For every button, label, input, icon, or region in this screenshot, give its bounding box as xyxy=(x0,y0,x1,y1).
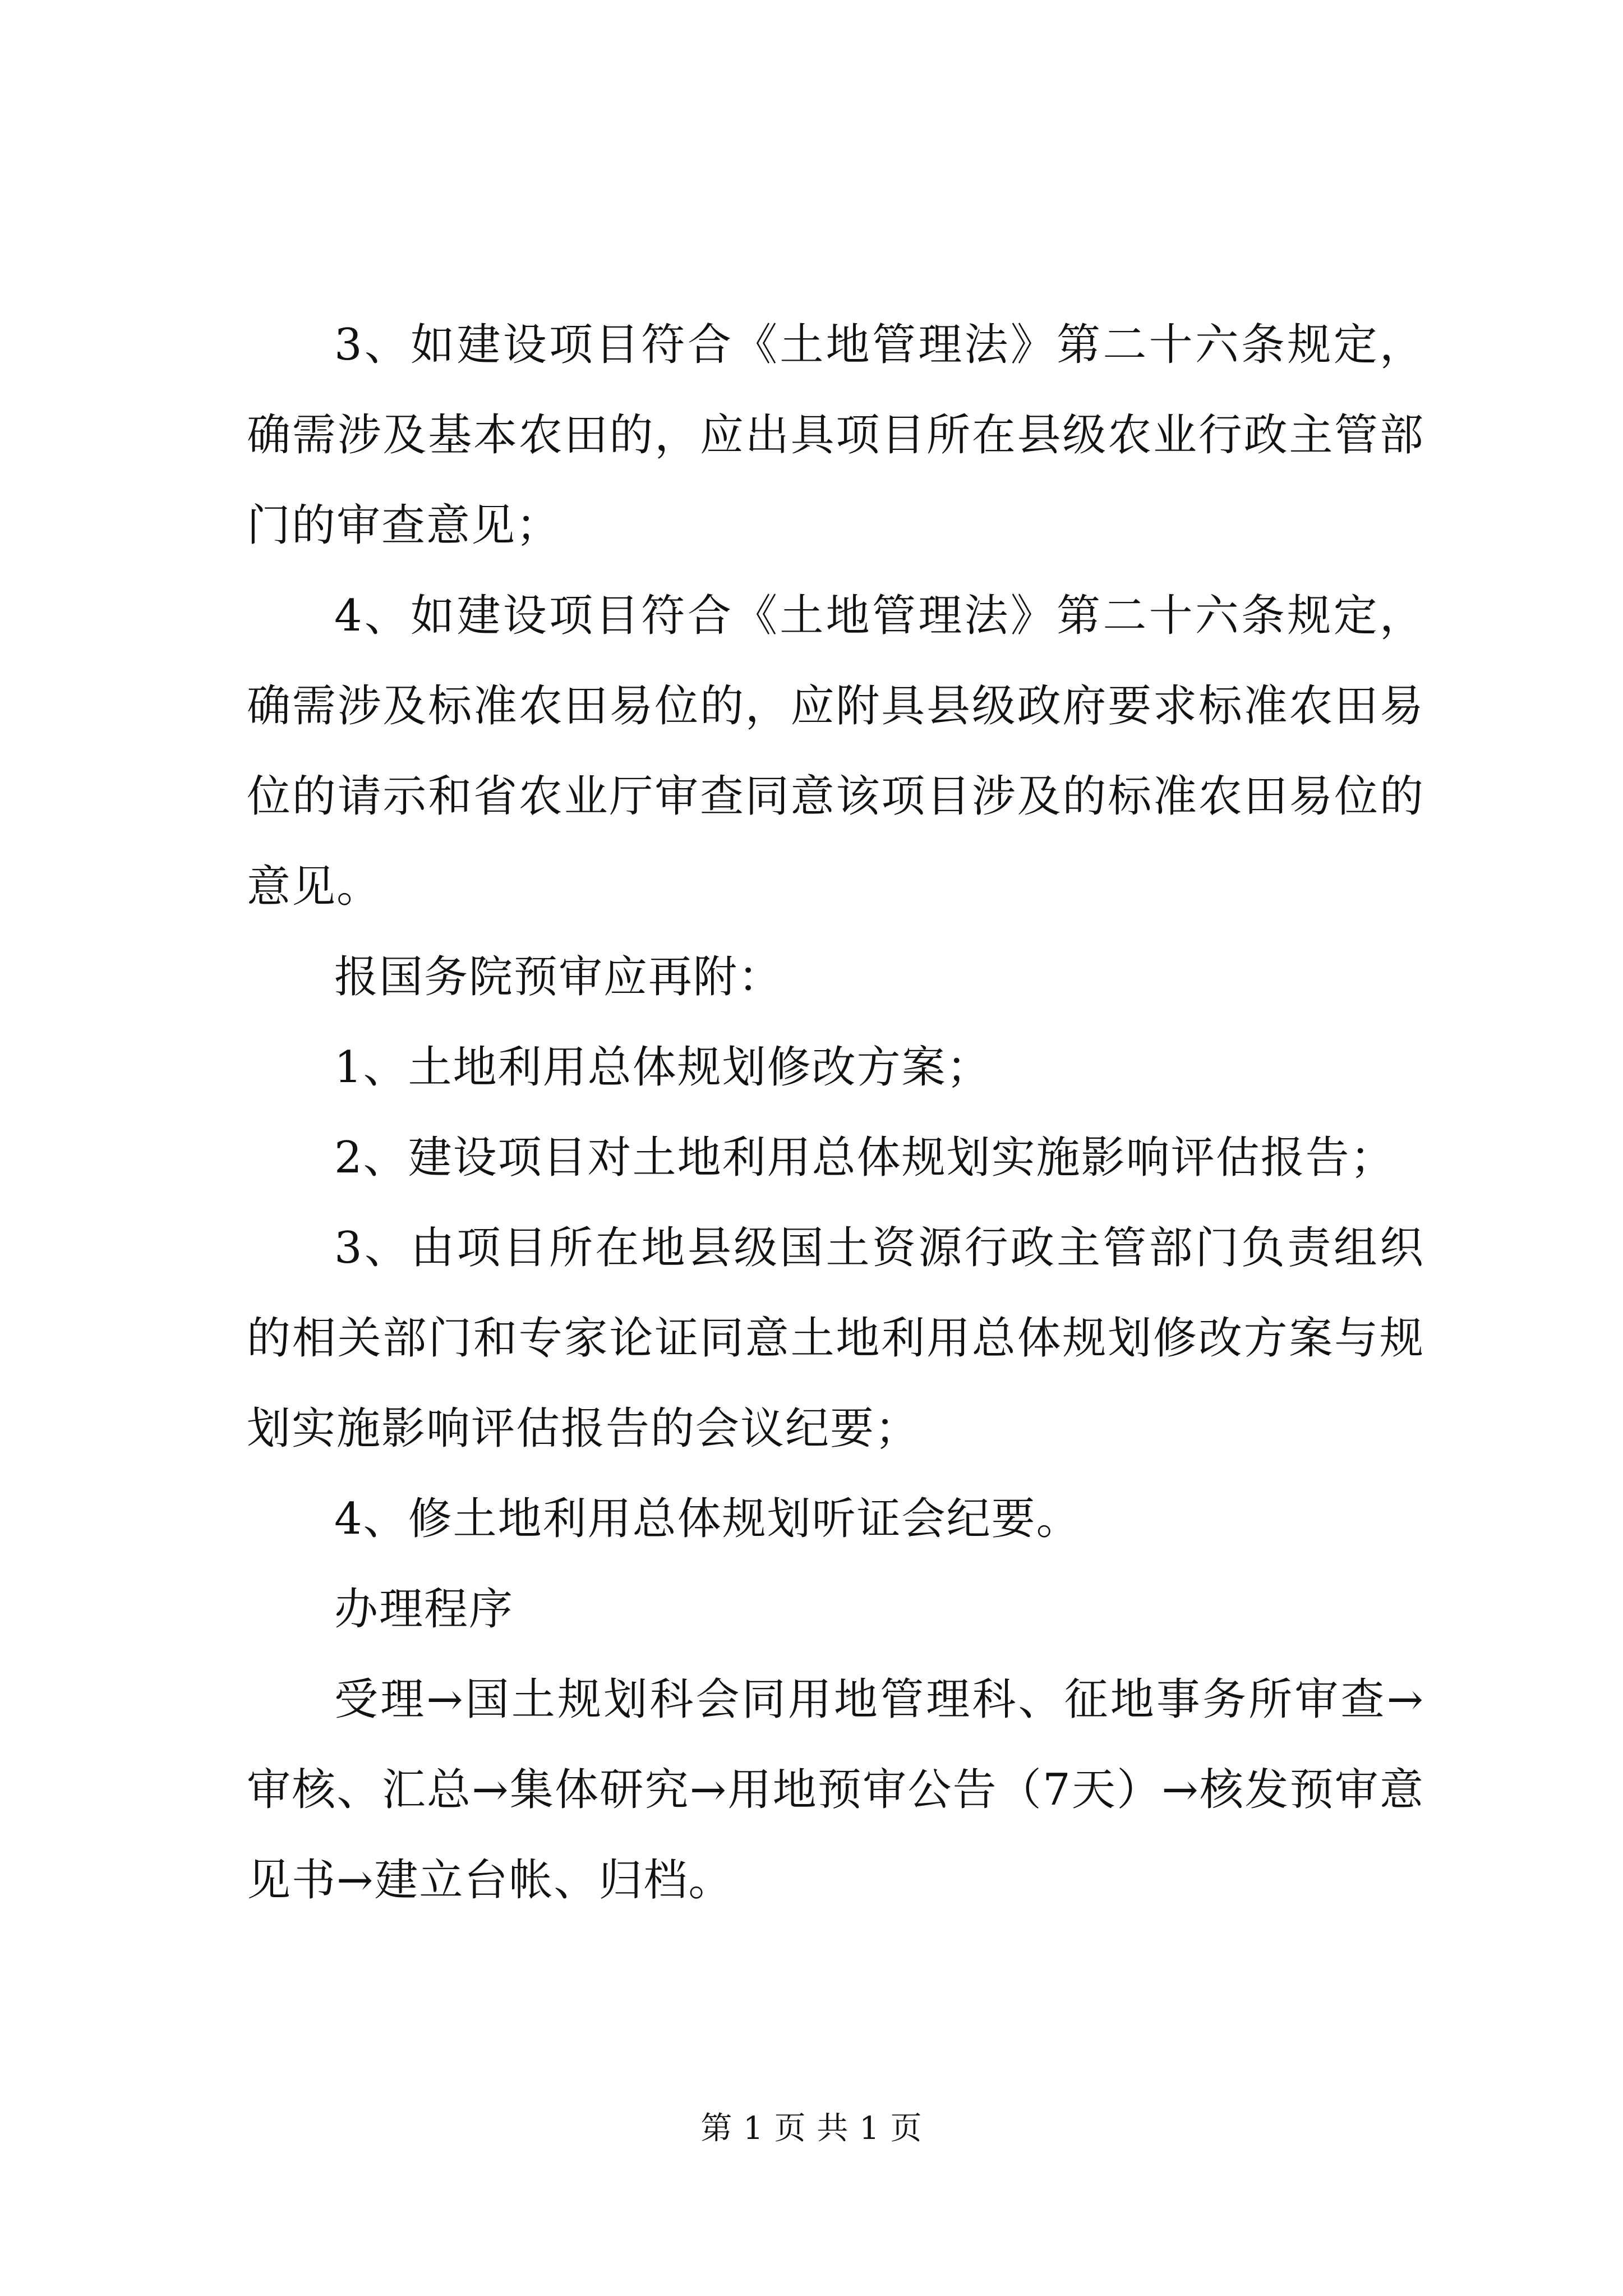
page-footer: 第 1 页 共 1 页 xyxy=(700,2110,923,2147)
paragraph-list-item-3: 3、由项目所在地县级国土资源行政主管部门负责组织的相关部门和专家论证同意土地利用总体规划修改方案与规划实施影响评估报告的会议纪要； xyxy=(247,1223,1424,1454)
section-heading-procedure: 办理程序 xyxy=(334,1584,514,1635)
paragraph-list-item-2: 2、建设项目对土地利用总体规划实施影响评估报告； xyxy=(334,1133,1395,1183)
document-body xyxy=(247,300,1424,1926)
paragraph-procedure-flow: 受理→国土规划科会同用地管理科、征地事务所审查→审核、汇总→集体研究→用地预审公告（7天）→核发预审意见书→建立台帐、归档。 xyxy=(247,1674,1424,1906)
paragraph-state-council-intro: 报国务院预审应再附： xyxy=(334,952,783,1002)
paragraph-item-3-basic-farmland: 3、如建设项目符合《土地管理法》第二十六条规定，确需涉及基本农田的，应出具项目所在县级农业行政主管部门的审查意见； xyxy=(247,320,1424,551)
paragraph-list-item-4: 4、修土地利用总体规划听证会纪要。 xyxy=(334,1494,1081,1544)
paragraph-item-4-standard-farmland: 4、如建设项目符合《土地管理法》第二十六条规定，确需涉及标准农田易位的，应附具县级政府要求标准农田易位的请示和省农业厅审查同意该项目涉及的标准农田易位的意见。 xyxy=(247,591,1424,912)
paragraph-list-item-1: 1、土地利用总体规划修改方案； xyxy=(334,1042,992,1093)
